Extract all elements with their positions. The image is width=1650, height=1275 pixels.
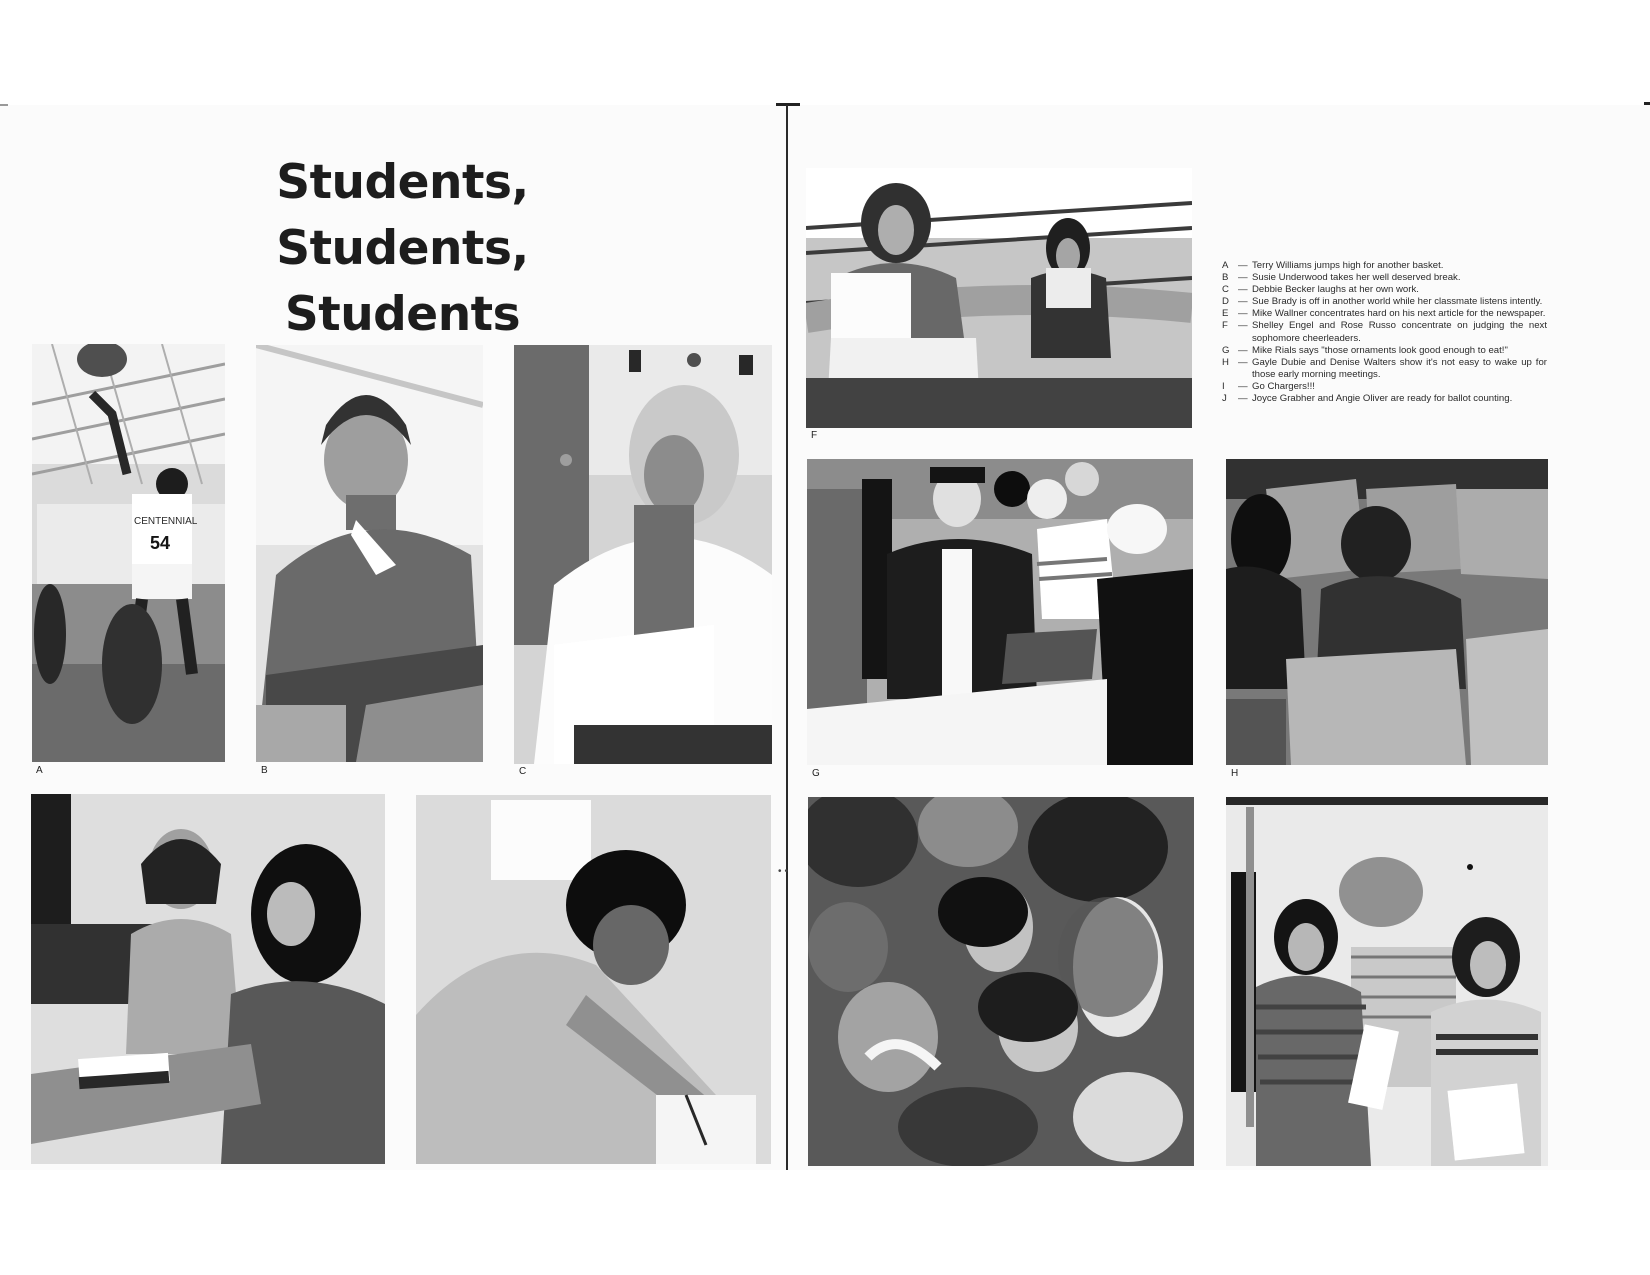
photo-d-classroom — [31, 794, 385, 1164]
caption-dash: — — [1238, 284, 1248, 296]
photo-h-letter: H — [1231, 768, 1239, 779]
caption-letter: B — [1222, 272, 1229, 284]
caption-item — [1222, 381, 1547, 393]
crop-mark — [0, 104, 8, 106]
caption-dash: — — [1238, 296, 1248, 308]
caption-item — [1222, 357, 1547, 381]
caption-letter: A — [1222, 260, 1229, 271]
photo-h-auditorium — [1226, 459, 1548, 765]
caption-dash: — — [1238, 356, 1248, 368]
caption-dash: — — [1238, 308, 1248, 320]
caption-dash: — — [1238, 380, 1248, 392]
caption-text: Go Chargers!!! — [1252, 380, 1315, 392]
caption-text: Shelley Engel and Rose Russo concentrate on judging the next sophomore cheerleaders. — [1252, 320, 1547, 344]
photo-b-letter: B — [261, 765, 268, 776]
caption-text: Joyce Grabher and Angie Oliver are ready for ballot counting. — [1252, 393, 1513, 405]
title-line-1: Students, Students, — [276, 155, 529, 276]
caption-letter: G — [1222, 344, 1230, 356]
caption-letter: I — [1222, 380, 1225, 392]
caption-letter: J — [1222, 393, 1227, 405]
title-line-2: Students — [284, 287, 521, 342]
caption-letter: H — [1222, 356, 1229, 368]
caption-item — [1222, 393, 1547, 405]
caption-letter: D — [1222, 296, 1229, 308]
photo-e-writing — [416, 795, 771, 1164]
caption-item — [1222, 284, 1547, 296]
caption-letter: F — [1222, 320, 1228, 332]
caption-text: Sue Brady is off in another world while her classmate listens intently. — [1252, 296, 1543, 308]
caption-dash: — — [1238, 393, 1248, 405]
photo-a-basketball — [32, 344, 225, 762]
caption-list — [1222, 260, 1547, 405]
page-gutter — [786, 105, 788, 1170]
photo-f-letter: F — [811, 430, 818, 441]
caption-dash: — — [1238, 260, 1248, 271]
gutter-dots: •• — [778, 866, 792, 877]
caption-dash: — — [1238, 344, 1248, 356]
caption-item — [1222, 296, 1547, 308]
crop-mark — [1644, 102, 1650, 105]
jersey-text: CENTENNIAL — [134, 516, 198, 527]
page-title — [150, 150, 655, 348]
photo-g-crowd — [807, 459, 1193, 765]
photo-g-letter: G — [812, 768, 820, 779]
caption-text: Debbie Becker laughs at her own work. — [1252, 284, 1419, 296]
caption-text: Mike Rials says "those ornaments look good enough to eat!" — [1252, 344, 1508, 356]
photo-i-pep-rally — [808, 797, 1194, 1166]
jersey-number: 54 — [150, 533, 171, 553]
caption-item — [1222, 345, 1547, 357]
caption-letter: E — [1222, 308, 1229, 320]
photo-b-portrait — [256, 345, 483, 762]
caption-text: Terry Williams jumps high for another basket. — [1252, 260, 1444, 271]
caption-dash: — — [1238, 272, 1248, 284]
photo-f-bleachers — [806, 168, 1192, 428]
caption-item — [1222, 260, 1547, 272]
caption-item — [1222, 308, 1547, 320]
photo-c-portrait — [514, 345, 772, 764]
caption-item — [1222, 320, 1547, 344]
caption-text: Susie Underwood takes her well deserved break. — [1252, 272, 1461, 284]
caption-text: Mike Wallner concentrates hard on his next article for the newspaper. — [1252, 308, 1546, 320]
caption-dash: — — [1238, 320, 1248, 332]
photo-c-letter: C — [519, 766, 527, 777]
caption-text: Gayle Dubie and Denise Walters show it's not easy to wake up for those early morning meetings. — [1252, 356, 1547, 380]
photo-a-letter: A — [36, 765, 43, 776]
photo-j-ballots — [1226, 797, 1548, 1166]
print-speck — [1467, 864, 1473, 870]
caption-item — [1222, 272, 1547, 284]
caption-letter: C — [1222, 284, 1229, 296]
gutter-mark — [776, 103, 800, 106]
